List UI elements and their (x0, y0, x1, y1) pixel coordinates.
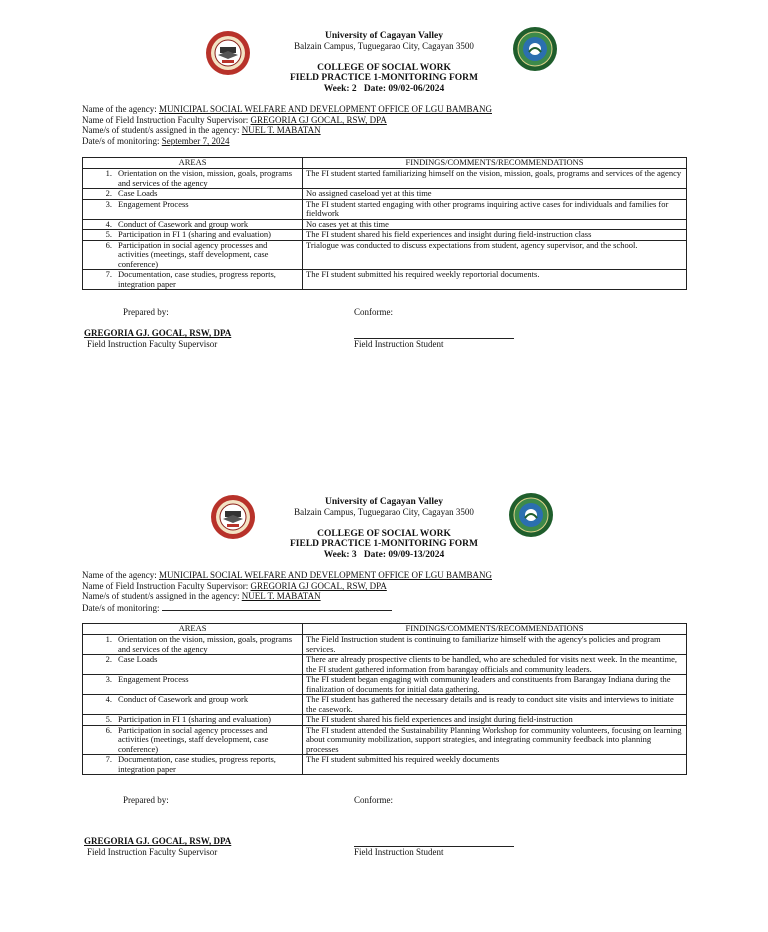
table-row (83, 169, 687, 189)
week-value: : 3 (346, 550, 357, 560)
row-number: 5. (105, 714, 112, 724)
conforme-label: Conforme: (354, 307, 393, 317)
row-number: 2. (105, 188, 112, 198)
agency-line (82, 104, 492, 115)
supervisor-label: Name of Field Instruction Faculty Supervisor: (82, 581, 251, 591)
finding-cell: The FI student submitted his required weekly reportorial documents. (303, 270, 687, 290)
row-number: 7. (105, 754, 112, 764)
student-role: Field Instruction Student (354, 847, 444, 857)
supervisor-line (82, 115, 387, 126)
area-cell: Participation in FI 1 (sharing and evaluation) (118, 714, 271, 724)
row-number: 3. (105, 198, 112, 209)
area-cell: Case Loads (118, 188, 158, 198)
student-line (82, 125, 321, 136)
agency-value: MUNICIPAL SOCIAL WELFARE AND DEVELOPMENT OFFICE OF LGU BAMBANG (158, 570, 492, 580)
student-label: Name/s of student/s assigned in the agency: (82, 591, 242, 601)
supervisor-line (82, 581, 387, 592)
week-value: : 2 (346, 84, 357, 94)
monitoring-date-blank (162, 602, 392, 611)
row-number: 6. (105, 724, 112, 735)
area-cell: Documentation, case studies, progress reports, integration paper (118, 754, 276, 774)
university-seal-icon (210, 494, 256, 540)
date-label: Date (363, 84, 383, 94)
area-cell: Participation in social agency processes and activities (meetings, staff development, case conference) (118, 239, 269, 269)
monitoring-value: September 7, 2024 (161, 136, 230, 146)
supervisor-value: GREGORIA GJ GOCAL, RSW, DPA (250, 115, 387, 125)
student-label: Name/s of student/s assigned in the agency: (82, 125, 242, 135)
week-date-line (284, 84, 484, 95)
finding-cell: The FI student submitted his required weekly documents (303, 755, 687, 775)
signatory-name: GREGORIA GJ. GOCAL, RSW, DPA (84, 836, 232, 846)
area-cell: Case Loads (118, 654, 158, 664)
campus-address: Balzain Campus, Tuguegarao City, Cagayan 3500 (294, 41, 474, 51)
university-name: University of Cagayan Valley (325, 497, 443, 507)
row-number: 1. (105, 168, 112, 178)
finding-cell: The FI student shared his field experiences and insight during field-instruction class (303, 230, 687, 241)
date-label: Date (363, 550, 383, 560)
area-cell: Conduct of Casework and group work (118, 694, 249, 704)
row-number: 5. (105, 229, 112, 239)
week-label: Week (323, 550, 347, 560)
form-title: FIELD PRACTICE 1-MONITORING FORM (290, 539, 478, 549)
area-cell: Orientation on the vision, mission, goals, programs and services of the agency (118, 168, 292, 188)
student-line (82, 591, 321, 602)
agency-label: Name of the agency: (82, 104, 159, 114)
conforme-label: Conforme: (354, 795, 393, 805)
table-row (83, 715, 687, 726)
table-row (83, 675, 687, 695)
column-header-areas: AREAS (83, 624, 303, 635)
finding-cell: There are already prospective clients to be handled, who are scheduled for visits next week. In the meantime, the FI student gathered information from barangay officials and community leaders. (303, 655, 687, 675)
agency-label: Name of the agency: (82, 570, 159, 580)
finding-cell: No assigned caseload yet at this time (303, 189, 687, 200)
area-cell: Documentation, case studies, progress reports, integration paper (118, 269, 276, 289)
university-name: University of Cagayan Valley (325, 31, 443, 41)
week-label: Week (323, 84, 347, 94)
week-date-line (284, 550, 484, 561)
column-header-findings: FINDINGS/COMMENTS/RECOMMENDATIONS (303, 158, 687, 169)
university-seal-icon (205, 30, 251, 76)
signatory-role: Field Instruction Faculty Supervisor (87, 339, 218, 349)
area-cell: Engagement Process (118, 198, 189, 209)
row-number: 3. (105, 674, 112, 684)
date-value: : 09/09-13/2024 (382, 550, 445, 560)
table-row (83, 725, 687, 755)
table-row (83, 635, 687, 655)
column-header-findings: FINDINGS/COMMENTS/RECOMMENDATIONS (303, 624, 687, 635)
campus-address: Balzain Campus, Tuguegarao City, Cagayan 3500 (294, 507, 474, 517)
college-name: COLLEGE OF SOCIAL WORK (317, 529, 451, 539)
area-cell: Engagement Process (118, 674, 189, 684)
area-cell: Orientation on the vision, mission, goals, programs and services of the agency (118, 634, 292, 654)
finding-cell: The FI student has gathered the necessary details and is ready to conduct site visits and interviews to initiate the casework. (303, 695, 687, 715)
supervisor-value: GREGORIA GJ GOCAL, RSW, DPA (250, 581, 387, 591)
row-number: 7. (105, 269, 112, 279)
finding-cell: The FI student began engaging with community leaders and constituents from Barangay Indiana during the finalization of documents for initial data gathering. (303, 675, 687, 695)
finding-cell: The FI student attended the Sustainability Planning Workshop for community volunteers, focusing on learning about community mobilization, support strategies, and integrating community feedback into planning processes (303, 725, 687, 755)
college-seal-icon (512, 26, 558, 72)
table-row (83, 755, 687, 775)
table-row (83, 240, 687, 270)
table-row (83, 219, 687, 230)
signatory-name: GREGORIA GJ. GOCAL, RSW, DPA (84, 328, 232, 338)
monitoring-label: Date/s of monitoring: (82, 603, 162, 613)
finding-cell: No cases yet at this time (303, 219, 687, 230)
row-number: 4. (105, 694, 112, 704)
date-value: : 09/02-06/2024 (382, 84, 445, 94)
finding-cell: The FI student started familiarizing himself on the vision, mission, goals, programs and services of the agency (303, 169, 687, 189)
college-name: COLLEGE OF SOCIAL WORK (317, 63, 451, 73)
agency-value: MUNICIPAL SOCIAL WELFARE AND DEVELOPMENT OFFICE OF LGU BAMBANG (158, 104, 492, 114)
monitoring-date-line (82, 602, 392, 614)
prepared-by-label: Prepared by: (123, 307, 169, 317)
row-number: 1. (105, 634, 112, 644)
finding-cell: Trialogue was conducted to discuss expectations from student, agency supervisor, and the school. (303, 240, 687, 270)
form-title: FIELD PRACTICE 1-MONITORING FORM (290, 73, 478, 83)
table-row (83, 695, 687, 715)
college-seal-icon (508, 492, 554, 538)
column-header-areas: AREAS (83, 158, 303, 169)
student-value: NUEL T. MABATAN (241, 125, 321, 135)
area-cell: Participation in social agency processes and activities (meetings, staff development, case conference) (118, 724, 269, 754)
table-row (83, 230, 687, 241)
monitoring-date-line (82, 136, 230, 147)
table-row (83, 199, 687, 219)
table-row (83, 189, 687, 200)
finding-cell: The FI student started engaging with other programs inquiring active cases for individuals and families for fieldwork (303, 199, 687, 219)
row-number: 6. (105, 239, 112, 250)
signatory-role: Field Instruction Faculty Supervisor (87, 847, 218, 857)
area-cell: Participation in FI 1 (sharing and evaluation) (118, 229, 271, 239)
student-role: Field Instruction Student (354, 339, 444, 349)
finding-cell: The Field Instruction student is continuing to familiarize himself with the agency's policies and program services. (303, 635, 687, 655)
finding-cell: The FI student shared his field experiences and insight during field-instruction (303, 715, 687, 726)
supervisor-label: Name of Field Instruction Faculty Supervisor: (82, 115, 251, 125)
row-number: 2. (105, 654, 112, 664)
monitoring-table (82, 157, 687, 290)
monitoring-label: Date/s of monitoring: (82, 136, 162, 146)
row-number: 4. (105, 218, 112, 229)
table-row (83, 270, 687, 290)
prepared-by-label: Prepared by: (123, 795, 169, 805)
student-value: NUEL T. MABATAN (241, 591, 321, 601)
area-cell: Conduct of Casework and group work (118, 218, 249, 229)
agency-line (82, 570, 492, 581)
table-row (83, 655, 687, 675)
monitoring-table (82, 623, 687, 775)
